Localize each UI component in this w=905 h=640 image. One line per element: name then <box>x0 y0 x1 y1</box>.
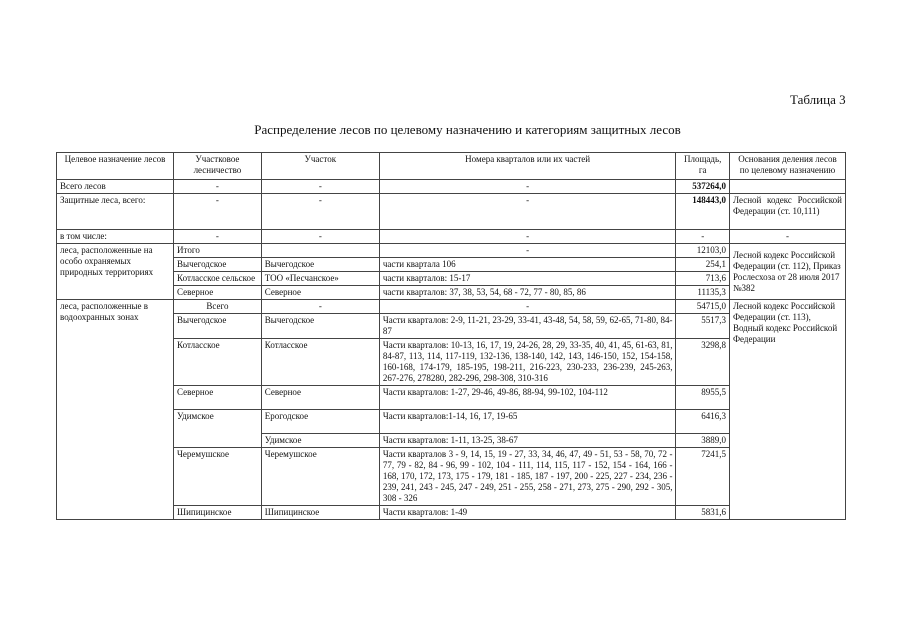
cell-area: 713,6 <box>676 272 729 286</box>
header-quarters: Номера кварталов или их частей <box>379 153 676 180</box>
cell-quarters: Части кварталов: 1-49 <box>379 506 676 520</box>
cell-purpose: леса, расположенные в водоохранных зонах <box>57 300 174 520</box>
table-row <box>57 180 846 194</box>
cell-district: Вычегодское <box>174 258 262 272</box>
cell-district: - <box>174 194 262 230</box>
cell-district: - <box>174 180 262 194</box>
cell-section: Котласское <box>261 339 379 386</box>
cell-quarters: части кварталов: 37, 38, 53, 54, 68 - 72, 77 - 80, 85, 86 <box>379 286 676 300</box>
cell-quarters: Части кварталов: 2-9, 11-21, 23-29, 33-41, 43-48, 54, 58, 59, 62-65, 71-80, 84-87 <box>379 314 676 339</box>
cell-basis <box>729 180 845 194</box>
cell-district: Вычегодское <box>174 314 262 339</box>
cell-section: Черемушское <box>261 448 379 506</box>
cell-district: Удимское <box>174 410 262 448</box>
cell-area: 11135,3 <box>676 286 729 300</box>
table-row <box>57 448 846 506</box>
table-row <box>57 194 846 230</box>
cell-quarters: Части кварталов: 10-13, 16, 17, 19, 24-26, 28, 29, 33-35, 40, 41, 45, 61-63, 81, 84-87, 113, 114, 117-119, 132-136, 138-140, 142, 143, 146-150, 152, 154-158, 160-168, 174-179, 185-195, 198-211, 216-223, 230-233, 236-239, 245-263, 267-276, 278280, 282-296, 298-308, 310-316 <box>379 339 676 386</box>
cell-area: - <box>676 230 729 244</box>
header-area: Площадь, га <box>676 153 729 180</box>
document-title: Распределение лесов по целевому назначению и категориям защитных лесов <box>254 122 681 137</box>
cell-area: 8955,5 <box>676 386 729 410</box>
cell-section: Вычегодское <box>261 258 379 272</box>
cell-basis: Лесной кодекс Российской Федерации (ст. 113), Водный кодекс Российской Федерации <box>729 300 845 520</box>
cell-section: Северное <box>261 386 379 410</box>
cell-district: - <box>174 230 262 244</box>
cell-area: 3298,8 <box>676 339 729 386</box>
cell-area: 7241,5 <box>676 448 729 506</box>
cell-area: 54715,0 <box>676 300 729 314</box>
cell-district: Итого <box>174 244 262 258</box>
cell-purpose: леса, расположенные на особо охраняемых природных территориях <box>57 244 174 300</box>
cell-section: - <box>261 180 379 194</box>
cell-section: Вычегодское <box>261 314 379 339</box>
table-row <box>57 258 846 272</box>
cell-section: ТОО «Песчанское» <box>261 272 379 286</box>
cell-district: Черемушское <box>174 448 262 506</box>
header-section: Участок <box>261 153 379 180</box>
cell-area: 5831,6 <box>676 506 729 520</box>
cell-area: 254,1 <box>676 258 729 272</box>
table-row <box>57 314 846 339</box>
table-row <box>57 230 846 244</box>
cell-quarters: - <box>379 300 676 314</box>
cell-section: - <box>261 194 379 230</box>
table-row <box>57 506 846 520</box>
cell-basis: Лесной кодекс Российской Федерации (ст. 112), Приказ Рослесхоза от 28 июля 2017 №382 <box>729 244 845 300</box>
cell-section: - <box>261 230 379 244</box>
table-header-row <box>57 153 846 180</box>
cell-section: - <box>261 300 379 314</box>
cell-quarters: Части кварталов: 1-27, 29-46, 49-86, 88-94, 99-102, 104-112 <box>379 386 676 410</box>
cell-quarters: - <box>379 230 676 244</box>
cell-area: 3889,0 <box>676 434 729 448</box>
cell-purpose: Защитные леса, всего: <box>57 194 174 230</box>
cell-basis: Лесной кодекс Российской Федерации (ст. 10,111) <box>729 194 845 230</box>
cell-quarters: - <box>379 180 676 194</box>
cell-area: 12103,0 <box>676 244 729 258</box>
cell-area: 5517,3 <box>676 314 729 339</box>
header-district-forestry: Участковое лесничество <box>174 153 262 180</box>
cell-district: Котласское сельское <box>174 272 262 286</box>
cell-district: Северное <box>174 286 262 300</box>
cell-section: Северное <box>261 286 379 300</box>
table-row <box>57 244 846 258</box>
cell-quarters: Части кварталов 3 - 9, 14, 15, 19 - 27, 33, 34, 46, 47, 49 - 51, 53 - 58, 70, 72 - 77, 79 - 82, 84 - 96, 99 - 102, 104 - 111, 114, 115, 117 - 152, 154 - 164, 166 - 168, 170, 172, 173, 175 - 179, 181 - 185, 187 - 197, 200 - 225, 227 - 234, 236 - 239, 241, 243 - 245, 247 - 249, 251 - 255, 258 - 271, 273, 275 - 290, 292 - 305, 308 - 326 <box>379 448 676 506</box>
cell-district: Северное <box>174 386 262 410</box>
forest-distribution-table <box>56 152 846 520</box>
cell-quarters: Части кварталов:1-14, 16, 17, 19-65 <box>379 410 676 434</box>
table-number: Таблица 3 <box>790 92 846 107</box>
cell-quarters: Части кварталов: 1-11, 13-25, 38-67 <box>379 434 676 448</box>
cell-area: 6416,3 <box>676 410 729 434</box>
cell-area: 537264,0 <box>676 180 729 194</box>
cell-district: Всего <box>174 300 262 314</box>
table-row <box>57 272 846 286</box>
cell-quarters: части кварталов: 15-17 <box>379 272 676 286</box>
table-row <box>57 410 846 434</box>
cell-district: Шипицинское <box>174 506 262 520</box>
cell-purpose: Всего лесов <box>57 180 174 194</box>
cell-section: Шипицинское <box>261 506 379 520</box>
table-row <box>57 286 846 300</box>
cell-section: Удимское <box>261 434 379 448</box>
cell-district: Котласское <box>174 339 262 386</box>
cell-quarters: - <box>379 244 676 258</box>
cell-section <box>261 244 379 258</box>
cell-quarters: - <box>379 194 676 230</box>
table-row <box>57 300 846 314</box>
cell-basis: - <box>729 230 845 244</box>
cell-purpose: в том числе: <box>57 230 174 244</box>
header-purpose: Целевое назначение лесов <box>57 153 174 180</box>
header-basis: Основания деления лесов по целевому назначению <box>729 153 845 180</box>
cell-section: Ерогодское <box>261 410 379 434</box>
cell-area: 148443,0 <box>676 194 729 230</box>
cell-quarters: части квартала 106 <box>379 258 676 272</box>
table-row <box>57 386 846 410</box>
table-row <box>57 339 846 386</box>
